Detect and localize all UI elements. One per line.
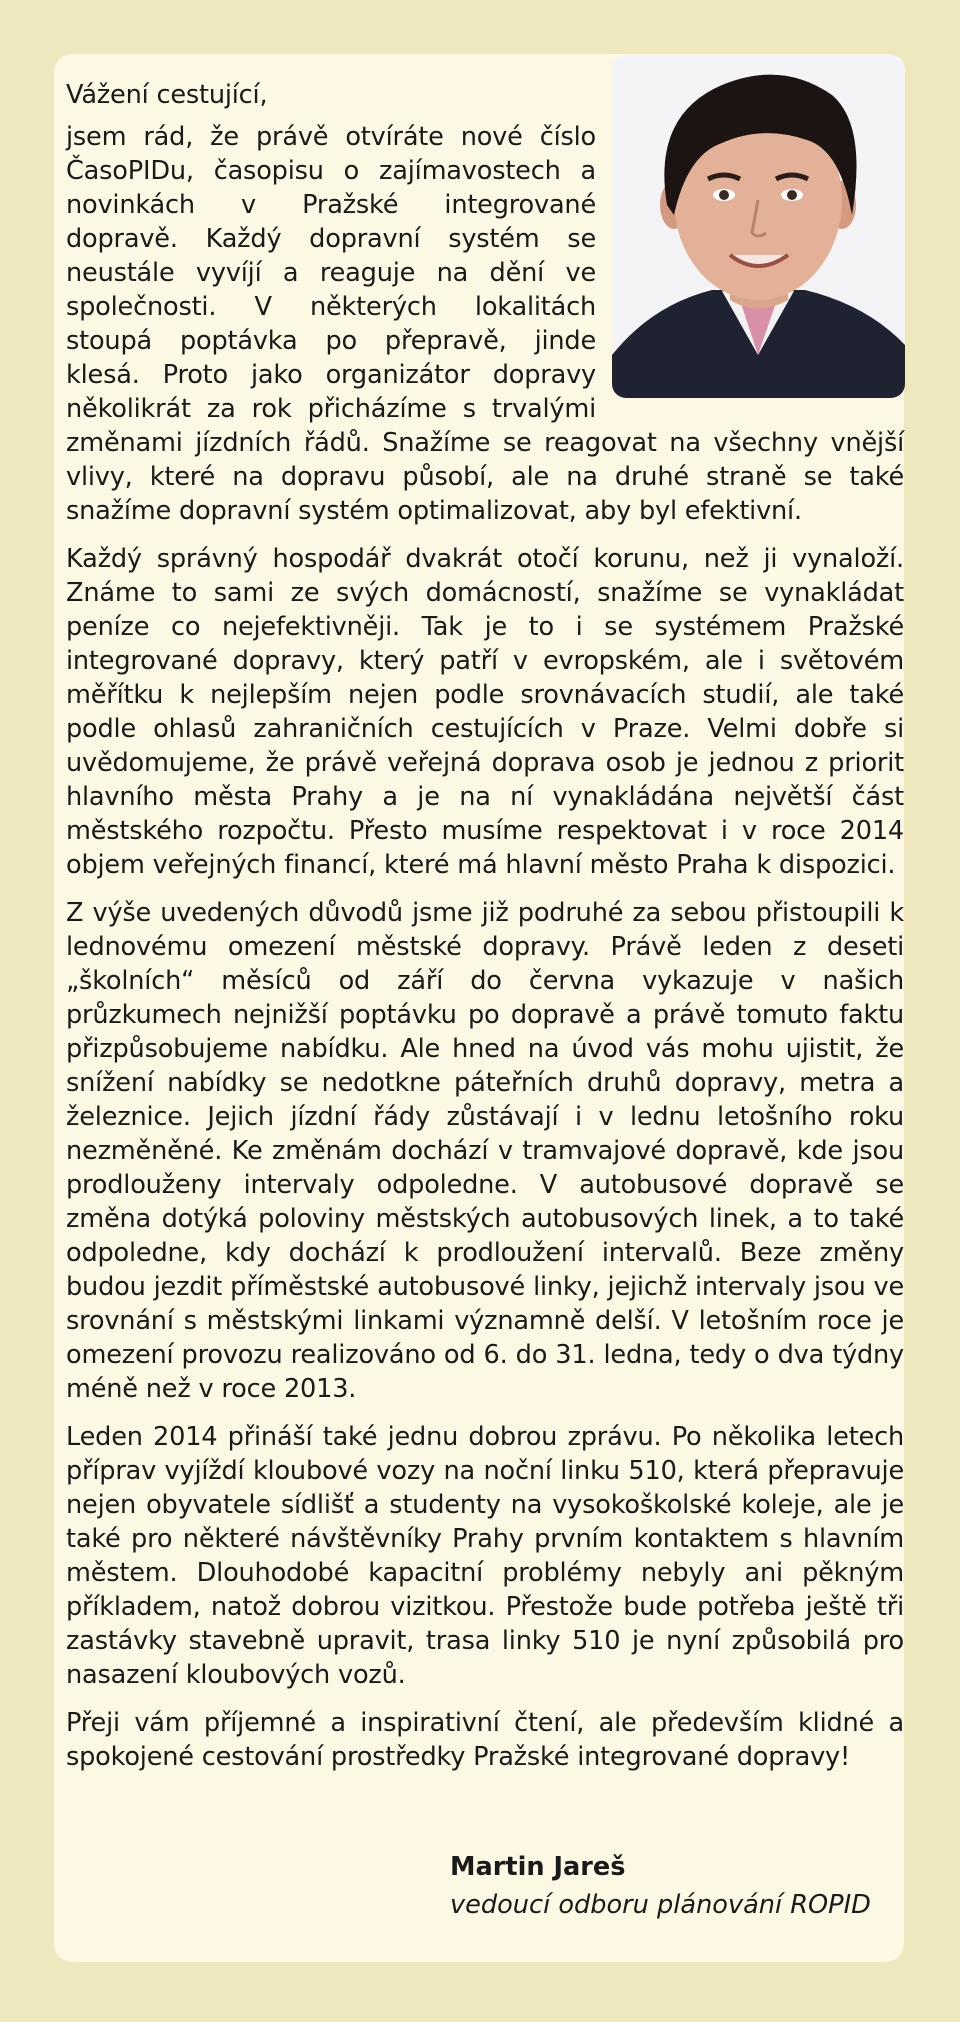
- photo-spacer: [610, 54, 910, 402]
- signature: [450, 1848, 871, 1924]
- paragraph-closing: Přeji vám příjemné a inspirativní čtení, ale především klidné a spokojené cestování prostředky Pražské integrované dopravy!: [66, 1708, 904, 1772]
- paragraph-budget: Každý správný hospodář dvakrát otočí korunu, než ji vynaloží. Známe to sami ze svých domácností, snažíme se vynakládat peníze co nejefektivněji. Tak je to i se systémem Pražské integrované dopravy, který patří v evropském, ale i světovém měřítku k nejlepším nejen podle srovnávacích studií, ale také podle ohlasů zahraničních cestujících v Praze. Velmi dobře si uvědomujeme, že právě veřejná doprava osob je jednou z priorit hlavního města Prahy a je na ní vynakládána největší část městského rozpočtu. Přesto musíme respektovat i v roce 2014 objem veřejných financí, které má hlavní město Praha k dispozici.: [66, 544, 904, 880]
- salutation: Vážení cestující,: [66, 80, 268, 110]
- letter-body: [66, 78, 904, 1788]
- paragraph-intro: jsem rád, že právě otvíráte nové číslo ČasoPIDu, časopisu o zajímavostech a novinkách v Pražské integrované dopravě. Každý dopravní systém se neustále vyvíjí a reaguje na dění ve společnosti. V některých lokalitách stoupá poptávka po přepravě, jinde klesá. Proto jako organizátor dopravy několikrát za rok přicházíme s trvalými změnami jízdních řádů. Snažíme se reagovat na všechny vnější vlivy, které na dopravu působí, ale na druhé straně se také snažíme dopravní systém optimalizovat, aby byl efektivní.: [66, 122, 904, 526]
- signature-name: Martin Jareš: [450, 1852, 626, 1882]
- paragraph-january-reduction: Z výše uvedených důvodů jsme již podruhé za sebou přistoupili k lednovému omezení městské dopravy. Právě leden z deseti „školních“ měsíců od září do června vykazuje v našich průzkumech nejnižší poptávku po dopravě a právě tomuto faktu přizpůsobujeme nabídku. Ale hned na úvod vás mohu ujistit, že snížení nabídky se nedotkne páteřních druhů dopravy, metra a železnice. Jejich jízdní řády zůstávají i v lednu letošního roku nezměněné. Ke změnám dochází v tramvajové dopravě, kde jsou prodlouženy intervaly odpoledne. V autobusové dopravě se změna dotýká poloviny městských autobusových linek, a to také odpoledne, kdy dochází k prodloužení intervalů. Beze změny budou jezdit příměstské autobusové linky, jejichž intervaly jsou ve srovnání s městskými linkami významně delší. V letošním roce je omezení provozu realizováno od 6. do 31. ledna, tedy o dva týdny méně než v roce 2013.: [66, 898, 904, 1404]
- signature-title: vedoucí odboru plánování ROPID: [450, 1890, 871, 1920]
- paragraph-line-510: Leden 2014 přináší také jednu dobrou zprávu. Po několika letech příprav vyjíždí kloubové vozy na noční linku 510, která přepravuje nejen obyvatele sídlišť a studenty na vysokoškolské koleje, ale je také pro některé návštěvníky Prahy prvním kontaktem s hlavním městem. Dlouhodobé kapacitní problémy nebyly ani pěkným příkladem, natož dobrou vizitkou. Přestože bude potřeba ještě tři zastávky stavebně upravit, trasa linky 510 je nyní způsobilá pro nasazení kloubových vozů.: [66, 1422, 904, 1690]
